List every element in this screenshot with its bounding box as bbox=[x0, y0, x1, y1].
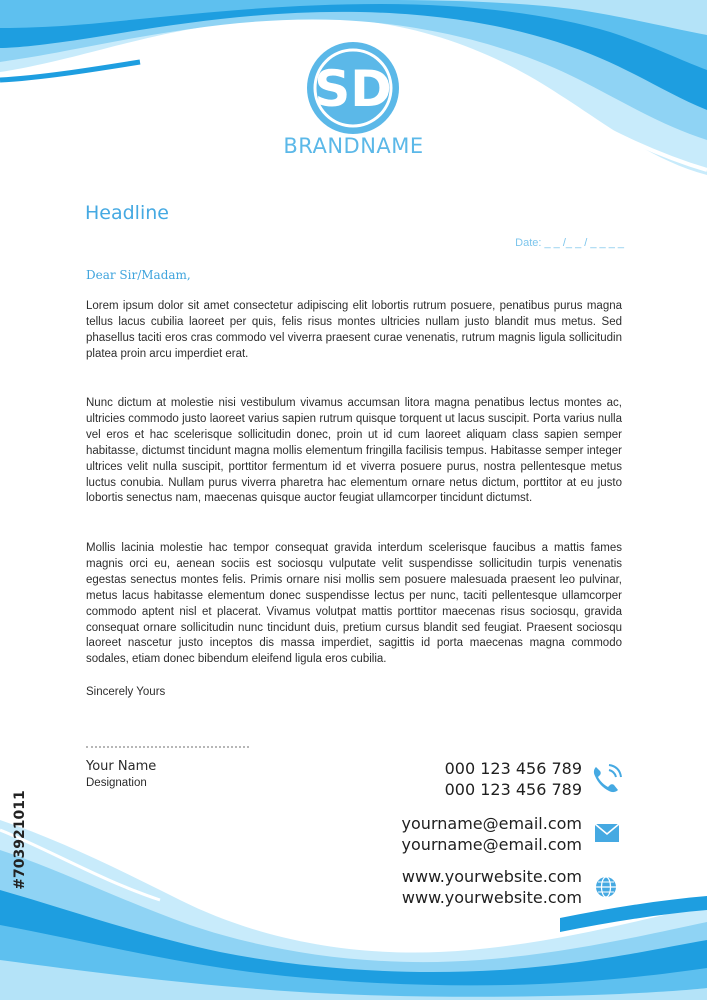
email-address-2[interactable]: yourname@email.com bbox=[401, 835, 582, 854]
closing: Sincerely Yours bbox=[86, 686, 166, 698]
email-address-1[interactable]: yourname@email.com bbox=[401, 814, 582, 833]
website-2[interactable]: www.yourwebsite.com bbox=[401, 888, 582, 907]
date-line: Date: _ _ /_ _ / _ _ _ _ bbox=[515, 237, 624, 249]
phone-numbers bbox=[340, 758, 582, 800]
signature-designation: Designation bbox=[86, 777, 147, 789]
signature-name: Your Name bbox=[86, 759, 157, 774]
body-paragraph-3: Mollis lacinia molestie hac tempor consequat gravida interdum scelerisque faucibus a mattis fames magnis orci eu, aenean sociis est sociosqu vulputate velit suspendisse sollicitudin turpis venenatis egestas senectus montes felis. Primis ornare nisi mollis sem posuere malesuada praesent leo pulvinar, metus lacus habitasse elementum donec suspendisse lectus per nunc, taciti pellentesque ullamcorper commodo aptent nisl et placerat. Vivamus volutpat mattis porttitor maecenas risus sociosqu, gravida consequat ornare sollicitudin nunc tincidunt duis, pretium cursus blandit sed feugiat. Praesent sociosqu laoreet nascetur justo inceptos dis massa imperdiet, sagittis id porta maecenas magna commodo sodales, etiam donec bibendum eleifend ligula eros cubilia. bbox=[86, 542, 622, 666]
brand-name: BRANDNAME bbox=[283, 134, 424, 158]
salutation: Dear Sir/Madam, bbox=[86, 268, 191, 282]
email-addresses bbox=[340, 813, 582, 855]
phone-icon bbox=[589, 762, 623, 796]
phone-number-2[interactable]: 000 123 456 789 bbox=[444, 780, 582, 799]
stock-image-id bbox=[8, 770, 32, 910]
stock-id-text: #703921011 bbox=[12, 790, 28, 890]
signature-line bbox=[86, 746, 249, 748]
brand-logo bbox=[305, 40, 401, 136]
websites bbox=[340, 866, 582, 908]
globe-icon bbox=[595, 876, 617, 898]
website-1[interactable]: www.yourwebsite.com bbox=[401, 867, 582, 886]
body-paragraph-1: Lorem ipsum dolor sit amet consectetur adipiscing elit lobortis rutrum posuere, penatibus purus magna tellus lacus cubilia laoreet per quis, felis risus montes ultricies nullam justo blandit mus metus. Sed phasellus taciti eros cras commodo vel viverra praesent curae venenatis, rutrum magnis ligula sollicitudin platea proin arcu imperdiet erat. bbox=[86, 300, 622, 360]
body-paragraph-2: Nunc dictum at molestie nisi vestibulum vivamus accumsan litora magna penatibus lectus montes ac, ultricies commodo justo laoreet varius sapien rutrum quisque torquent ut lacus suscipit. Porta varius nulla vel eros et hac scelerisque sollicitudin donec, proin ut id cum laoreet aliquam class sapien semper habitasse, dictumst tincidunt magna mollis elementum fringilla facilisis tempus. Habitasse semper integer ultrices velit nulla suscipit, porttitor fermentum id et viverra posuere purus, nostra pellentesque metus luctus conubia. Nullam purus viverra pharetra hac elementum ornare netus dictum, porttitor at eu justo lobortis senectus nam, maecenas quisque auctor feugiat ullamcorper tincidunt dictumst. bbox=[86, 397, 622, 505]
phone-number-1[interactable]: 000 123 456 789 bbox=[444, 759, 582, 778]
email-icon bbox=[594, 823, 620, 843]
letter-headline: Headline bbox=[85, 202, 169, 224]
brand-monogram: SD bbox=[314, 60, 392, 118]
